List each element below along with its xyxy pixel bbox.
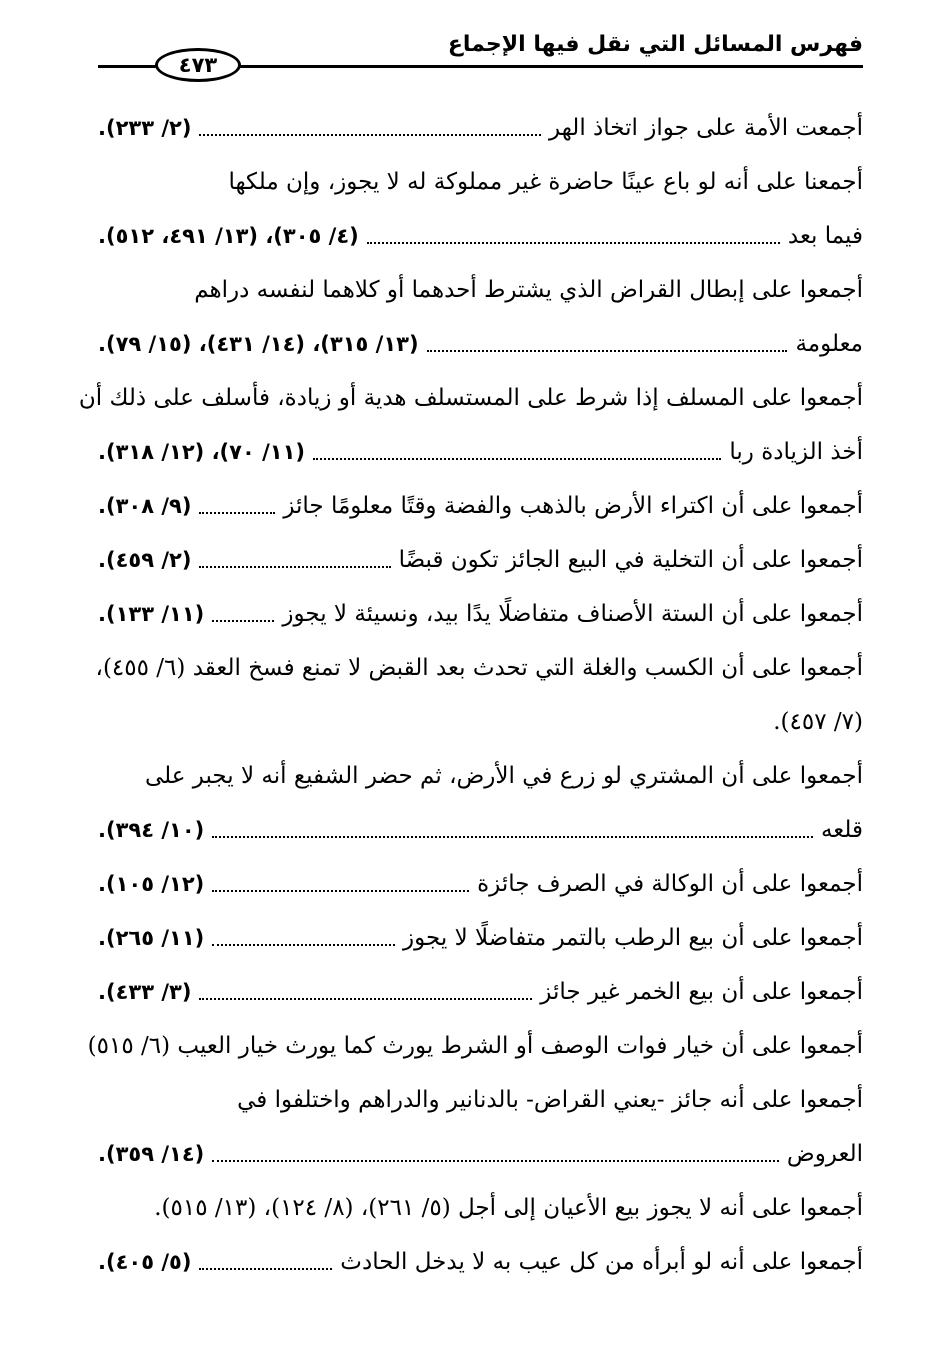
index-line [98, 324, 863, 378]
index-line [78, 378, 863, 432]
index-line [87, 1026, 863, 1080]
index-line [98, 756, 863, 810]
volume-page-reference: (١١/ ١٣٣). [98, 602, 205, 626]
index-line [98, 162, 863, 216]
index-line [98, 810, 863, 864]
index-entry-text: أجمعوا على أنه لو أبرأه من كل عيب به لا يدخل الحادث [340, 1249, 863, 1275]
dot-leader [212, 1134, 779, 1162]
index-entry-text: أجمعوا على أنه جائز -يعني القراض- بالدنانير والدراهم واختلفوا في [237, 1087, 863, 1113]
index-entry-text: أجمعت الأمة على جواز اتخاذ الهر [549, 115, 863, 141]
index-entry-text: أجمعوا على أنه لا يجوز بيع الأعيان إلى أجل (٥/ ٢٦١)، (٨/ ١٢٤)، (١٣/ ٥١٥). [154, 1195, 863, 1221]
index-line [98, 972, 863, 1026]
volume-page-reference: (٤/ ٣٠٥)، (١٣/ ٤٩١، ٥١٢). [98, 224, 359, 248]
dot-leader [212, 594, 274, 622]
dot-leader [212, 918, 395, 946]
page-header [98, 28, 863, 90]
dot-leader [212, 810, 813, 838]
index-line [98, 432, 863, 486]
index-line [98, 1134, 863, 1188]
volume-page-reference: (٩/ ٣٠٨). [98, 494, 192, 518]
index-line [98, 540, 863, 594]
index-line [98, 108, 863, 162]
dot-leader [199, 972, 532, 1000]
index-line [98, 1188, 863, 1242]
index-entry-text: أجمعوا على أن المشتري لو زرع في الأرض، ثم حضر الشفيع أنه لا يجبر على [144, 763, 863, 789]
index-line [98, 1242, 863, 1296]
index-line [98, 1080, 863, 1134]
dot-leader [199, 108, 541, 136]
index-entry-text: أجمعوا على أن الستة الأصناف متفاضلًا يدًا بيد، ونسيئة لا يجوز [282, 601, 863, 627]
index-entry-text: أجمعوا على أن بيع الرطب بالتمر متفاضلًا لا يجوز [403, 925, 863, 951]
index-line [98, 702, 863, 756]
index-line [98, 594, 863, 648]
index-line [98, 216, 863, 270]
page-number: ٤٧٣ [155, 48, 241, 82]
index-entry-text: أجمعوا على أن بيع الخمر غير جائز [540, 979, 863, 1005]
index-entry-text: أجمعوا على أن الكسب والغلة التي تحدث بعد القبض لا تمنع فسخ العقد (٦/ ٤٥٥)، [95, 655, 863, 681]
volume-page-reference: (١١/ ٧٠)، (١٢/ ٣١٨). [98, 440, 306, 464]
index-entry-text: العروض [786, 1141, 863, 1167]
index-line [98, 864, 863, 918]
volume-page-reference: (٣/ ٤٣٣). [98, 980, 192, 1004]
index-entry-text: أجمعوا على أن الوكالة في الصرف جائزة [477, 871, 863, 897]
index-line [98, 486, 863, 540]
index-entry-text: أجمعوا على المسلف إذا شرط على المستسلف هدية أو زيادة، فأسلف على ذلك أن [78, 385, 863, 411]
dot-leader [313, 432, 721, 460]
dot-leader [212, 864, 469, 892]
volume-page-reference: (١٠/ ٣٩٤). [98, 818, 205, 842]
volume-page-reference: (٢/ ٢٣٣). [98, 116, 192, 140]
consensus-index-list [78, 108, 863, 1296]
index-entry-text: قلعه [820, 817, 863, 843]
index-entry-text: أجمعوا على أن اكتراء الأرض بالذهب والفضة وقتًا معلومًا جائز [283, 493, 863, 519]
index-entry-text: أجمعنا على أنه لو باع عينًا حاضرة غير مملوكة له لا يجوز، وإن ملكها [228, 169, 863, 195]
index-entry-text: فيما بعد [787, 223, 863, 249]
index-entry-text: أجمعوا على إبطال القراض الذي يشترط أحدهما أو كلاهما لنفسه دراهم [194, 277, 863, 303]
index-entry-text: أجمعوا على أن خيار فوات الوصف أو الشرط يورث كما يورث خيار العيب (٦/ ٥١٥) [87, 1033, 863, 1059]
dot-leader [367, 216, 780, 244]
index-entry-text: (٧/ ٤٥٧). [773, 709, 863, 735]
dot-leader [199, 486, 275, 514]
volume-page-reference: (٢/ ٤٥٩). [98, 548, 192, 572]
volume-page-reference: (١٢/ ١٠٥). [98, 872, 205, 896]
volume-page-reference: (٥/ ٤٠٥). [98, 1250, 192, 1274]
dot-leader [199, 1242, 332, 1270]
index-line [98, 270, 863, 324]
dot-leader [427, 324, 788, 352]
running-title: فهرس المسائل التي نقل فيها الإجماع [447, 32, 863, 57]
index-entry-text: أجمعوا على أن التخلية في البيع الجائز تكون قبضًا [398, 547, 863, 573]
volume-page-reference: (١٣/ ٣١٥)، (١٤/ ٤٣١)، (١٥/ ٧٩). [98, 332, 419, 356]
dot-leader [199, 540, 390, 568]
index-entry-text: معلومة [795, 331, 863, 357]
index-line [95, 648, 863, 702]
index-line [98, 918, 863, 972]
volume-page-reference: (١١/ ٢٦٥). [98, 926, 205, 950]
index-entry-text: أخذ الزيادة ربا [729, 439, 863, 465]
volume-page-reference: (١٤/ ٣٥٩). [98, 1142, 205, 1166]
